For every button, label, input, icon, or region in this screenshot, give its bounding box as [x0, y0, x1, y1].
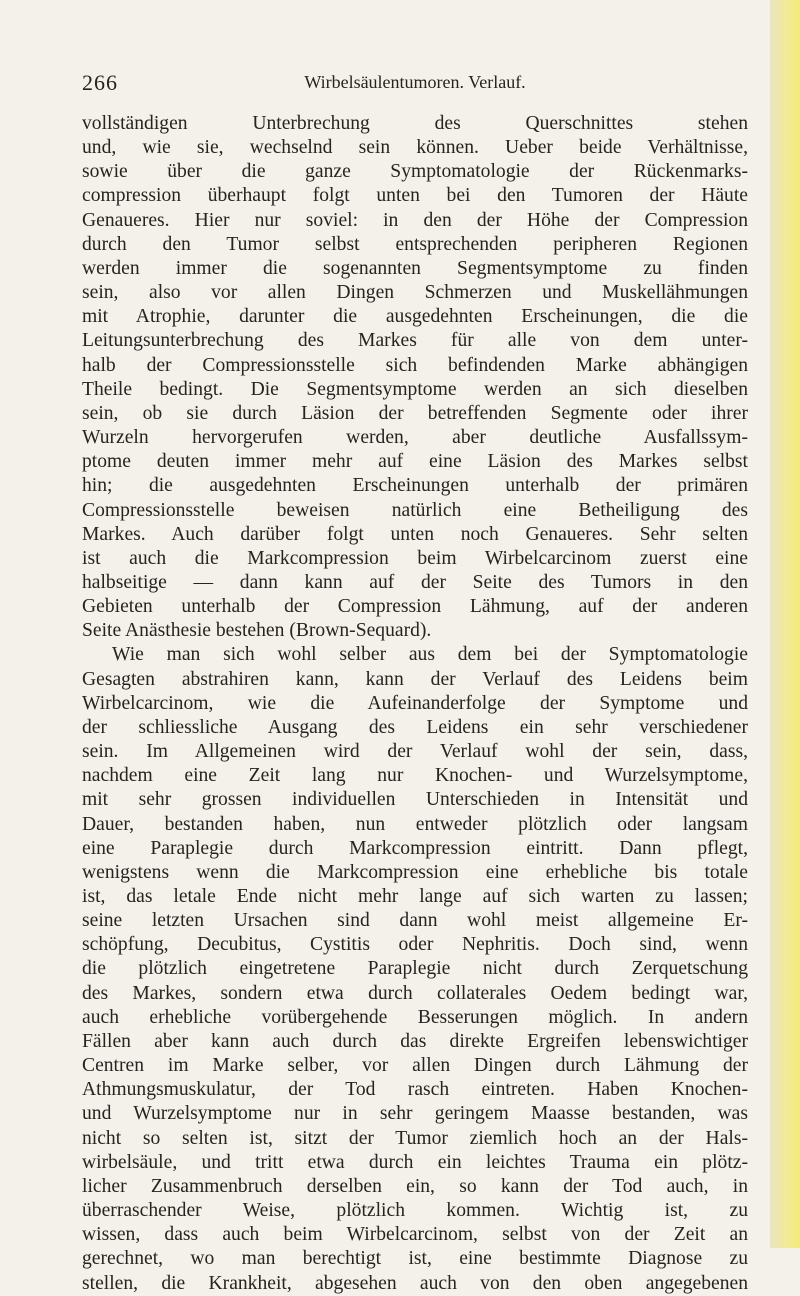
- page-number: 266: [82, 70, 118, 95]
- text-line: und, wie sie, wechselnd sein können. Ueber beide Verhältnisse,: [82, 137, 748, 159]
- text-line: Centren im Marke selber, vor allen Dingen durch Lähmung der: [82, 1055, 748, 1077]
- text-line: wirbelsäule, und tritt etwa durch ein leichtes Trauma ein plötz-: [82, 1151, 748, 1173]
- text-line: hin; die ausgedehnten Erscheinungen unterhalb der primären: [82, 475, 748, 497]
- text-line: vollständigen Unterbrechung des Querschnittes stehen: [82, 113, 748, 134]
- text-line: wenigstens wenn die Markcompression eine erhebliche bis totale: [82, 861, 748, 883]
- text-line: mit Atrophie, darunter die ausgedehnten Erscheinungen, die die: [82, 306, 748, 328]
- text-line: gerechnet, wo man berechtigt ist, eine bestimmte Diagnose zu: [82, 1248, 748, 1270]
- text-line: compression überhaupt folgt unten bei den Tumoren der Häute: [82, 185, 748, 207]
- text-line: und Wurzelsymptome nur in sehr geringem Maasse bestanden, was: [82, 1103, 748, 1125]
- text-line: Gesagten abstrahiren kann, kann der Verlauf des Leidens beim: [82, 668, 748, 690]
- text-line: eine Paraplegie durch Markcompression eintritt. Dann pflegt,: [82, 837, 748, 859]
- text-line: Seite Anästhesie bestehen (Brown-Sequard).: [82, 620, 432, 642]
- page-edge-strip: [770, 0, 800, 1248]
- text-line: sowie über die ganze Symptomatologie der Rückenmarks-: [82, 161, 748, 183]
- text-line: Markes. Auch darüber folgt unten noch Genaueres. Sehr selten: [82, 523, 748, 545]
- book-page: [82, 70, 748, 1296]
- text-line: sein, also vor allen Dingen Schmerzen und Muskellähmungen: [82, 282, 748, 304]
- text-line: werden immer die sogenannten Segmentsymptome zu finden: [82, 257, 748, 279]
- text-line: Wurzeln hervorgerufen werden, aber deutliche Ausfallssym-: [82, 427, 748, 449]
- text-line: Gebieten unterhalb der Compression Lähmung, auf der anderen: [82, 596, 748, 618]
- text-line: wissen, dass auch beim Wirbelcarcinom, selbst von der Zeit an: [82, 1224, 748, 1246]
- text-line: seine letzten Ursachen sind dann wohl meist allgemeine Er-: [82, 910, 748, 932]
- body-text: [82, 112, 748, 1296]
- text-line: Theile bedingt. Die Segmentsymptome werden an sich dieselben: [82, 378, 748, 400]
- text-line: ist auch die Markcompression beim Wirbelcarcinom zuerst eine: [82, 547, 748, 569]
- running-title: Wirbelsäulentumoren. Verlauf.: [304, 72, 526, 92]
- text-line: nicht so selten ist, sitzt der Tumor ziemlich hoch an der Hals-: [82, 1127, 748, 1149]
- text-line: durch den Tumor selbst entsprechenden peripheren Regionen: [82, 233, 748, 255]
- text-line: sein. Im Allgemeinen wird der Verlauf wohl der sein, dass,: [82, 741, 748, 763]
- text-line: die plötzlich eingetretene Paraplegie nicht durch Zerquetschung: [82, 958, 748, 980]
- text-line: ist, das letale Ende nicht mehr lange auf sich warten zu lassen;: [82, 886, 748, 907]
- text-line: nachdem eine Zeit lang nur Knochen- und Wurzelsymptome,: [82, 765, 748, 787]
- page-header: [82, 70, 748, 98]
- text-line: Dauer, bestanden haben, nun entweder plötzlich oder langsam: [82, 813, 748, 835]
- text-line: licher Zusammenbruch derselben ein, so kann der Tod auch, in: [82, 1175, 748, 1197]
- text-line: stellen, die Krankheit, abgesehen auch von den oben angegebenen: [82, 1272, 748, 1294]
- text-line: Genaueres. Hier nur soviel: in den der Höhe der Compression: [82, 209, 748, 231]
- text-line: Wirbelcarcinom, wie die Aufeinanderfolge der Symptome und: [82, 692, 748, 714]
- text-line: auch erhebliche vorübergehende Besserungen möglich. In andern: [82, 1006, 748, 1028]
- text-line: halb der Compressionsstelle sich befindenden Marke abhängigen: [82, 354, 748, 376]
- text-line: schöpfung, Decubitus, Cystitis oder Nephritis. Doch sind, wenn: [82, 934, 748, 956]
- text-line: Fällen aber kann auch durch das direkte Ergreifen lebenswichtiger: [82, 1030, 748, 1052]
- text-line: des Markes, sondern etwa durch collaterales Oedem bedingt war,: [82, 982, 748, 1004]
- text-line: Compressionsstelle beweisen natürlich eine Betheiligung des: [82, 499, 748, 521]
- text-line: Leitungsunterbrechung des Markes für alle von dem unter-: [82, 330, 748, 352]
- text-line: Athmungsmuskulatur, der Tod rasch eintreten. Haben Knochen-: [82, 1079, 748, 1101]
- text-line: mit sehr grossen individuellen Unterschieden in Intensität und: [82, 789, 748, 811]
- text-line: halbseitige — dann kann auf der Seite des Tumors in den: [82, 571, 748, 593]
- text-line: der schliessliche Ausgang des Leidens ein sehr verschiedener: [82, 716, 748, 738]
- text-line: überraschender Weise, plötzlich kommen. Wichtig ist, zu: [82, 1200, 748, 1222]
- text-line: ptome deuten immer mehr auf eine Läsion des Markes selbst: [82, 451, 748, 473]
- text-line: Wie man sich wohl selber aus dem bei der Symptomatologie: [112, 644, 748, 666]
- text-line: sein, ob sie durch Läsion der betreffenden Segmente oder ihrer: [82, 402, 748, 424]
